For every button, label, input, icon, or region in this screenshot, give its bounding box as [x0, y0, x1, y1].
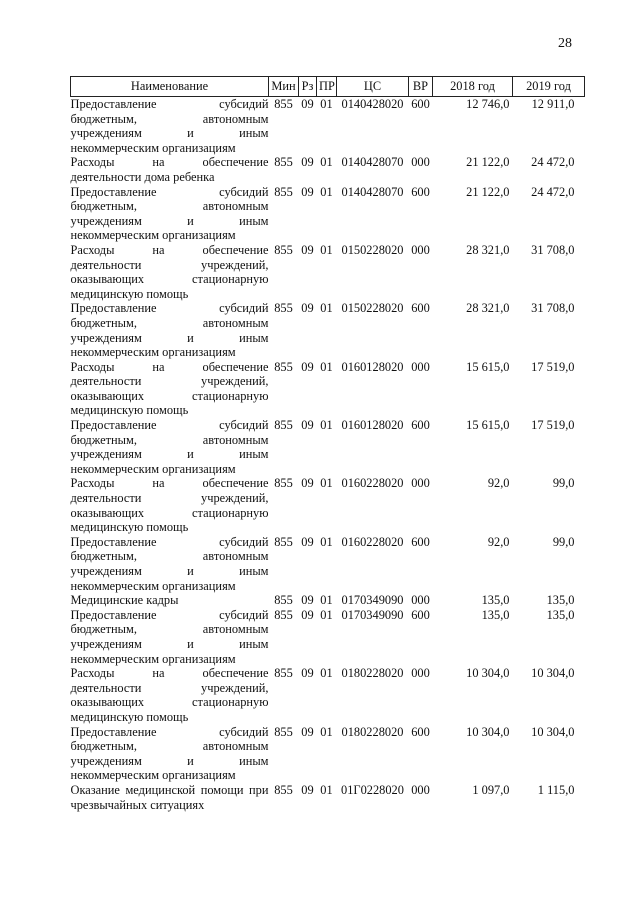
- row-min: 855: [274, 534, 293, 549]
- row-2019: 99,0: [552, 534, 575, 549]
- row-vr: 000: [411, 359, 430, 374]
- row-2018: 10 304,0: [466, 666, 510, 681]
- row-vr: 600: [411, 184, 430, 199]
- row-pr: 01: [320, 607, 333, 622]
- row-2019: 12 911,0: [531, 97, 575, 111]
- row-2018: 21 122,0: [466, 155, 510, 170]
- row-min: 855: [274, 476, 293, 491]
- row-name: Расходы на обеспечение деятельности учреждений, оказывающих стационарную медицинскую помощь: [70, 476, 269, 535]
- row-cs: 0180228020: [341, 724, 404, 739]
- row-pr: 01: [320, 184, 333, 199]
- row-cs: 0150228020: [341, 242, 404, 257]
- table-row: [71, 476, 585, 534]
- row-min: 855: [274, 724, 293, 739]
- row-pr: 01: [320, 359, 333, 374]
- table-row: [71, 185, 585, 243]
- row-min: 855: [274, 782, 293, 797]
- row-2018: 92,0: [487, 534, 510, 549]
- row-vr: 600: [411, 724, 430, 739]
- row-cs: 0160228020: [341, 534, 404, 549]
- row-pr: 01: [320, 301, 333, 316]
- row-name: Предоставление субсидий бюджетным, автономным учреждениям и иным некоммерческим организациям: [70, 184, 269, 243]
- row-name: Предоставление субсидий бюджетным, автономным учреждениям и иным некоммерческим организациям: [70, 418, 269, 476]
- row-rz: 09: [301, 155, 314, 170]
- row-2019: 1 115,0: [537, 782, 575, 797]
- row-vr: 600: [411, 97, 430, 111]
- row-vr: 600: [411, 418, 430, 433]
- row-min: 855: [274, 607, 293, 622]
- row-rz: 09: [301, 607, 314, 622]
- row-2019: 135,0: [546, 607, 575, 622]
- row-min: 855: [274, 242, 293, 257]
- row-cs: 0160128020: [341, 359, 404, 374]
- row-rz: 09: [301, 359, 314, 374]
- header-min: Мин: [269, 77, 299, 97]
- row-pr: 01: [320, 242, 333, 257]
- table-row: [71, 535, 585, 593]
- row-min: 855: [274, 666, 293, 681]
- row-cs: 0140428070: [341, 184, 404, 199]
- row-rz: 09: [301, 782, 314, 797]
- row-rz: 09: [301, 724, 314, 739]
- table-row: [71, 725, 585, 783]
- row-2018: 135,0: [481, 607, 510, 622]
- row-2018: 28 321,0: [466, 301, 510, 316]
- row-2019: 99,0: [552, 476, 575, 491]
- row-2018: 10 304,0: [466, 724, 510, 739]
- row-2019: 10 304,0: [531, 724, 575, 739]
- row-min: 855: [274, 359, 293, 374]
- header-rz: Рз: [299, 77, 317, 97]
- row-pr: 01: [320, 593, 333, 608]
- row-rz: 09: [301, 184, 314, 199]
- table-row: [71, 243, 585, 301]
- row-name: Расходы на обеспечение деятельности учреждений, оказывающих стационарную медицинскую помощь: [70, 359, 269, 418]
- table-header: [71, 77, 585, 97]
- budget-table: [70, 76, 585, 812]
- row-rz: 09: [301, 534, 314, 549]
- row-pr: 01: [320, 97, 333, 111]
- header-vr: ВР: [409, 77, 433, 97]
- row-rz: 09: [301, 301, 314, 316]
- row-vr: 600: [411, 534, 430, 549]
- row-name: Предоставление субсидий бюджетным, автономным учреждениям и иным некоммерческим организациям: [70, 301, 269, 360]
- row-name: Расходы на обеспечение деятельности дома ребенка: [70, 155, 269, 184]
- row-2019: 31 708,0: [531, 301, 575, 316]
- row-2019: 24 472,0: [531, 184, 575, 199]
- row-2018: 1 097,0: [472, 782, 510, 797]
- row-min: 855: [274, 155, 293, 170]
- row-cs: 0160228020: [341, 476, 404, 491]
- row-2018: 12 746,0: [466, 97, 510, 111]
- table-row: [71, 666, 585, 724]
- row-vr: 600: [411, 607, 430, 622]
- row-2018: 15 615,0: [466, 359, 510, 374]
- row-2019: 31 708,0: [531, 242, 575, 257]
- row-vr: 600: [411, 301, 430, 316]
- row-2018: 135,0: [481, 593, 510, 608]
- row-pr: 01: [320, 155, 333, 170]
- row-vr: 000: [411, 242, 430, 257]
- row-min: 855: [274, 418, 293, 433]
- row-2019: 10 304,0: [531, 666, 575, 681]
- table-row: [71, 155, 585, 184]
- row-cs: 0170349090: [341, 593, 404, 608]
- row-vr: 000: [411, 666, 430, 681]
- row-vr: 000: [411, 155, 430, 170]
- row-rz: 09: [301, 242, 314, 257]
- table-row: [71, 783, 585, 812]
- row-rz: 09: [301, 476, 314, 491]
- table-row: [71, 360, 585, 418]
- row-pr: 01: [320, 476, 333, 491]
- header-2018: 2018 год: [433, 77, 513, 97]
- row-name: Предоставление субсидий бюджетным, автономным учреждениям и иным некоммерческим организациям: [70, 724, 269, 783]
- row-pr: 01: [320, 782, 333, 797]
- row-cs: 0180228020: [341, 666, 404, 681]
- table-row: [71, 593, 585, 608]
- table-body: [71, 97, 585, 813]
- row-pr: 01: [320, 724, 333, 739]
- row-2019: 17 519,0: [531, 418, 575, 433]
- row-rz: 09: [301, 97, 314, 111]
- row-min: 855: [274, 97, 293, 111]
- row-name: Предоставление субсидий бюджетным, автономным учреждениям и иным некоммерческим организациям: [70, 97, 269, 155]
- row-pr: 01: [320, 666, 333, 681]
- row-2018: 28 321,0: [466, 242, 510, 257]
- header-name: Наименование: [71, 77, 269, 97]
- row-2019: 24 472,0: [531, 155, 575, 170]
- row-2018: 15 615,0: [466, 418, 510, 433]
- row-name: Расходы на обеспечение деятельности учреждений, оказывающих стационарную медицинскую помощь: [70, 666, 269, 724]
- row-vr: 000: [411, 782, 430, 797]
- row-name: Предоставление субсидий бюджетным, автономным учреждениям и иным некоммерческим организациям: [70, 607, 269, 666]
- row-vr: 000: [411, 476, 430, 491]
- row-name: Предоставление субсидий бюджетным, автономным учреждениям и иным некоммерческим организациям: [70, 534, 269, 593]
- row-rz: 09: [301, 418, 314, 433]
- row-2019: 135,0: [546, 593, 575, 608]
- row-cs: 0170349090: [341, 607, 404, 622]
- row-pr: 01: [320, 534, 333, 549]
- row-min: 855: [274, 301, 293, 316]
- row-cs: 0140428020: [341, 97, 404, 111]
- table-row: [71, 418, 585, 476]
- table-row: [71, 97, 585, 156]
- row-2019: 17 519,0: [531, 359, 575, 374]
- row-cs: 0160128020: [341, 418, 404, 433]
- header-cs: ЦС: [337, 77, 409, 97]
- row-rz: 09: [301, 666, 314, 681]
- page-number: 28: [558, 36, 572, 51]
- header-pr: ПР: [317, 77, 337, 97]
- row-2018: 92,0: [487, 476, 510, 491]
- row-2018: 21 122,0: [466, 184, 510, 199]
- table-row: [71, 608, 585, 666]
- row-pr: 01: [320, 418, 333, 433]
- row-name: Расходы на обеспечение деятельности учреждений, оказывающих стационарную медицинскую помощь: [70, 242, 269, 301]
- row-min: 855: [274, 593, 293, 608]
- row-name: Медицинские кадры: [70, 593, 179, 608]
- row-cs: 01Г0228020: [341, 782, 404, 797]
- row-name: Оказание медицинской помощи при чрезвычайных ситуациях: [70, 782, 269, 812]
- row-vr: 000: [411, 593, 430, 608]
- header-2019: 2019 год: [513, 77, 585, 97]
- row-min: 855: [274, 184, 293, 199]
- row-cs: 0150228020: [341, 301, 404, 316]
- row-cs: 0140428070: [341, 155, 404, 170]
- table-row: [71, 301, 585, 359]
- row-rz: 09: [301, 593, 314, 608]
